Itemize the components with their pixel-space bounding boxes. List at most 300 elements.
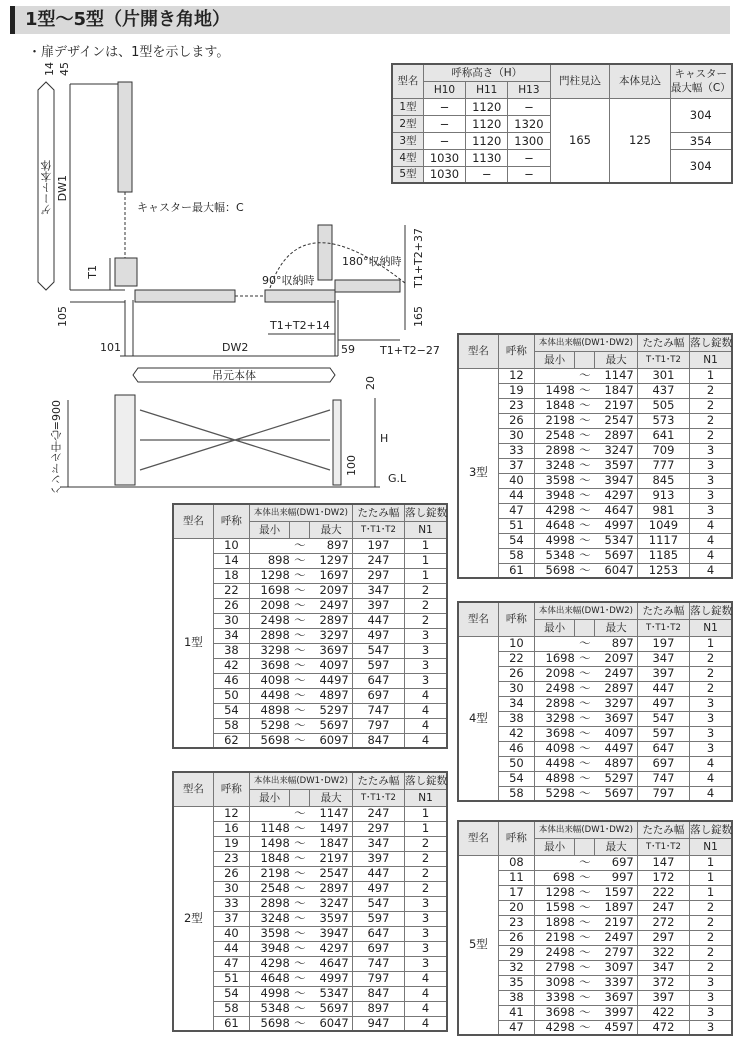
code-cell: 47 — [213, 956, 249, 971]
min-cell: 4498 — [535, 756, 575, 771]
tilde-cell: 〜 — [575, 518, 595, 533]
spec-cell: 1120 — [466, 132, 508, 149]
min-cell: 1298 — [535, 885, 575, 900]
max-cell: 3697 — [310, 643, 352, 658]
fold-cell: 437 — [637, 383, 689, 398]
max-cell: 3247 — [595, 443, 637, 458]
locks-cell: 3 — [690, 741, 732, 756]
locks-cell: 1 — [405, 568, 447, 583]
header-locks: 落し錠数 — [405, 504, 447, 521]
gate-body-label: ゲート本体 — [40, 160, 53, 215]
h-label: H — [380, 432, 389, 445]
header-max: 最大 — [595, 619, 637, 636]
spec-cell: 2型 — [392, 115, 423, 132]
header-model: 型名 — [458, 334, 498, 368]
tilde-cell: 〜 — [290, 1016, 310, 1031]
min-cell: 3948 — [535, 488, 575, 503]
fold-cell: 372 — [637, 975, 689, 990]
locks-cell: 1 — [690, 855, 732, 870]
header-min: 最小 — [535, 838, 575, 855]
spec-cell: 1320 — [508, 115, 550, 132]
tilde-cell: 〜 — [290, 553, 310, 568]
spec-cell: 5型 — [392, 166, 423, 183]
max-cell: 3297 — [310, 628, 352, 643]
tilde-cell: 〜 — [290, 941, 310, 956]
fold-cell: 1117 — [637, 533, 689, 548]
fold-cell: 847 — [352, 986, 404, 1001]
locks-cell: 3 — [690, 990, 732, 1005]
header-fold: たたみ幅 — [352, 772, 404, 789]
dim-14: 14 — [43, 62, 56, 76]
tilde-cell: 〜 — [290, 628, 310, 643]
code-cell: 30 — [213, 881, 249, 896]
max-cell: 5697 — [310, 1001, 352, 1016]
table-row — [458, 930, 732, 945]
fold-cell: 301 — [637, 368, 689, 383]
header-sep — [575, 351, 595, 368]
model-cell: 3型 — [458, 368, 498, 578]
table-row — [173, 926, 447, 941]
size-table-4 — [457, 601, 733, 802]
code-cell: 37 — [213, 911, 249, 926]
locks-cell: 3 — [690, 458, 732, 473]
min-cell: 1848 — [535, 398, 575, 413]
code-cell: 32 — [498, 960, 534, 975]
table-row — [458, 413, 732, 428]
fold-cell: 297 — [352, 821, 404, 836]
max-cell: 1147 — [310, 806, 352, 821]
tilde-cell: 〜 — [575, 398, 595, 413]
table-row — [458, 636, 732, 651]
min-cell: 3698 — [535, 726, 575, 741]
code-cell: 47 — [498, 1020, 534, 1035]
table-row — [458, 368, 732, 383]
code-cell: 58 — [213, 718, 249, 733]
header-body: 本体見込 — [610, 64, 670, 98]
tilde-cell: 〜 — [575, 945, 595, 960]
min-cell: 2898 — [250, 896, 290, 911]
table-row — [458, 548, 732, 563]
code-cell: 51 — [498, 518, 534, 533]
table-row — [458, 428, 732, 443]
min-cell: 5698 — [250, 1016, 290, 1031]
table-row — [173, 881, 447, 896]
tilde-cell: 〜 — [575, 900, 595, 915]
table-row — [173, 1001, 447, 1016]
table-row — [173, 568, 447, 583]
min-cell: 2898 — [535, 696, 575, 711]
code-cell: 35 — [498, 975, 534, 990]
header-sep — [290, 521, 310, 538]
locks-cell: 3 — [405, 941, 447, 956]
min-cell: 4098 — [250, 673, 290, 688]
locks-cell: 1 — [405, 538, 447, 553]
fold-cell: 697 — [352, 941, 404, 956]
code-cell: 29 — [498, 945, 534, 960]
code-cell: 41 — [498, 1005, 534, 1020]
header-fold: たたみ幅 — [637, 334, 689, 351]
max-cell: 2897 — [595, 681, 637, 696]
tilde-cell: 〜 — [575, 503, 595, 518]
min-cell: 3698 — [535, 1005, 575, 1020]
tilde-cell: 〜 — [575, 548, 595, 563]
fold-cell: 697 — [637, 756, 689, 771]
min-cell: 1498 — [250, 836, 290, 851]
tilde-cell: 〜 — [575, 636, 595, 651]
header-code: 呼称 — [498, 821, 534, 855]
header-min: 最小 — [535, 619, 575, 636]
spec-cell: 1300 — [508, 132, 550, 149]
code-cell: 58 — [498, 786, 534, 801]
max-cell: 997 — [595, 870, 637, 885]
header-fold: たたみ幅 — [637, 821, 689, 838]
table-row — [458, 771, 732, 786]
header-fold2: T･T1･T2 — [352, 789, 404, 806]
locks-cell: 4 — [405, 971, 447, 986]
fold-cell: 447 — [352, 613, 404, 628]
model-cell: 1型 — [173, 538, 213, 748]
tilde-cell: 〜 — [290, 643, 310, 658]
max-cell: 4297 — [595, 488, 637, 503]
table-row — [173, 658, 447, 673]
tilde-cell: 〜 — [575, 870, 595, 885]
spec-cell: 1120 — [466, 98, 508, 115]
code-cell: 23 — [498, 398, 534, 413]
fold-cell: 505 — [637, 398, 689, 413]
min-cell: 4898 — [535, 771, 575, 786]
table-row — [173, 598, 447, 613]
max-cell: 3997 — [595, 1005, 637, 1020]
size-table-1 — [172, 503, 448, 749]
table-row — [458, 1020, 732, 1035]
min-cell: 4298 — [535, 1020, 575, 1035]
gl-label: G.L — [388, 472, 407, 485]
code-cell: 26 — [498, 413, 534, 428]
header-max: 最大 — [595, 351, 637, 368]
header-locks2: N1 — [405, 789, 447, 806]
header-width: 本体出来幅(DW1･DW2) — [535, 821, 638, 838]
fold-cell: 172 — [637, 870, 689, 885]
table-row — [458, 885, 732, 900]
min-cell — [250, 806, 290, 821]
locks-cell: 4 — [405, 733, 447, 748]
table-row — [458, 443, 732, 458]
tilde-cell: 〜 — [575, 960, 595, 975]
min-cell: 2198 — [250, 866, 290, 881]
tilde-cell: 〜 — [290, 658, 310, 673]
spec-caster: 304 — [670, 98, 732, 132]
min-cell: 2098 — [250, 598, 290, 613]
locks-cell: 2 — [405, 851, 447, 866]
dim-45: 45 — [58, 62, 71, 76]
locks-cell: 2 — [690, 413, 732, 428]
fold-cell: 647 — [352, 926, 404, 941]
code-cell: 33 — [213, 896, 249, 911]
min-cell: 2498 — [535, 681, 575, 696]
max-cell: 2547 — [310, 866, 352, 881]
fold-cell: 709 — [637, 443, 689, 458]
header-code: 呼称 — [213, 504, 249, 538]
table-row — [173, 613, 447, 628]
code-cell: 30 — [213, 613, 249, 628]
table-row — [173, 628, 447, 643]
t1t2-27-label: T1+T2−27 — [380, 344, 440, 357]
fold-cell: 422 — [637, 1005, 689, 1020]
fold-cell: 247 — [352, 553, 404, 568]
gate-folded-top — [118, 82, 132, 192]
max-cell: 2797 — [595, 945, 637, 960]
max-cell: 2897 — [310, 881, 352, 896]
dw2-label: DW2 — [222, 341, 249, 354]
t1-label: T1 — [86, 265, 99, 279]
max-cell: 1297 — [310, 553, 352, 568]
table-row — [458, 398, 732, 413]
locks-cell: 4 — [405, 688, 447, 703]
table-row — [458, 473, 732, 488]
min-cell: 1698 — [250, 583, 290, 598]
table-row — [458, 533, 732, 548]
code-cell: 38 — [213, 643, 249, 658]
tilde-cell: 〜 — [575, 726, 595, 741]
tilde-cell: 〜 — [575, 975, 595, 990]
header-code: 呼称 — [213, 772, 249, 806]
tilde-cell: 〜 — [290, 956, 310, 971]
header-locks2: N1 — [690, 619, 732, 636]
table-row — [458, 518, 732, 533]
header-width: 本体出来幅(DW1･DW2) — [535, 602, 638, 619]
store-180-label: 180°収納時 — [342, 255, 402, 268]
min-cell: 3248 — [535, 458, 575, 473]
t1t2-14-label: T1+T2+14 — [270, 319, 330, 332]
fold-cell: 147 — [637, 855, 689, 870]
min-cell: 3298 — [535, 711, 575, 726]
min-cell: 3248 — [250, 911, 290, 926]
header-max: 最大 — [310, 521, 352, 538]
tilde-cell: 〜 — [290, 673, 310, 688]
locks-cell: 4 — [690, 533, 732, 548]
locks-cell: 2 — [405, 583, 447, 598]
max-cell: 1847 — [310, 836, 352, 851]
max-cell: 2497 — [595, 666, 637, 681]
size-table-5 — [457, 820, 733, 1036]
code-cell: 37 — [498, 458, 534, 473]
table-row — [458, 900, 732, 915]
tilde-cell: 〜 — [575, 651, 595, 666]
table-row — [458, 563, 732, 578]
gate-post — [115, 395, 135, 485]
header-locks: 落し錠数 — [690, 334, 732, 351]
header-h10: H10 — [423, 81, 465, 98]
code-cell: 40 — [498, 473, 534, 488]
tilde-cell: 〜 — [575, 533, 595, 548]
locks-cell: 4 — [690, 756, 732, 771]
fold-cell: 1049 — [637, 518, 689, 533]
max-cell: 4897 — [310, 688, 352, 703]
header-locks2: N1 — [690, 838, 732, 855]
table-row — [173, 836, 447, 851]
max-cell: 2547 — [595, 413, 637, 428]
tilde-cell: 〜 — [290, 718, 310, 733]
tilde-cell: 〜 — [575, 696, 595, 711]
spec-cell: − — [423, 115, 465, 132]
max-cell: 4097 — [595, 726, 637, 741]
min-cell: 4648 — [250, 971, 290, 986]
code-cell: 23 — [213, 851, 249, 866]
min-cell: 4298 — [535, 503, 575, 518]
tilde-cell: 〜 — [290, 538, 310, 553]
min-cell: 4898 — [250, 703, 290, 718]
fold-cell: 777 — [637, 458, 689, 473]
hanging-body-label: 吊元本体 — [212, 369, 256, 382]
fold-cell: 472 — [637, 1020, 689, 1035]
fold-cell: 322 — [637, 945, 689, 960]
fold-cell: 347 — [352, 583, 404, 598]
max-cell: 4497 — [310, 673, 352, 688]
code-cell: 58 — [498, 548, 534, 563]
locks-cell: 4 — [690, 563, 732, 578]
spec-cell: 1030 — [423, 149, 465, 166]
locks-cell: 2 — [405, 613, 447, 628]
tilde-cell: 〜 — [575, 741, 595, 756]
dim-101: 101 — [100, 341, 121, 354]
max-cell: 5697 — [595, 786, 637, 801]
fold-cell: 845 — [637, 473, 689, 488]
table-row — [458, 786, 732, 801]
code-cell: 54 — [498, 771, 534, 786]
code-cell: 10 — [498, 636, 534, 651]
table-row — [173, 688, 447, 703]
tilde-cell: 〜 — [290, 926, 310, 941]
fold-cell: 447 — [637, 681, 689, 696]
fold-cell: 573 — [637, 413, 689, 428]
code-cell: 18 — [213, 568, 249, 583]
locks-cell: 2 — [690, 666, 732, 681]
spec-cell: − — [423, 132, 465, 149]
spec-body: 125 — [610, 98, 670, 183]
fold-cell: 297 — [637, 930, 689, 945]
max-cell: 4597 — [595, 1020, 637, 1035]
tilde-cell: 〜 — [575, 1005, 595, 1020]
fold-cell: 747 — [352, 956, 404, 971]
spec-post: 165 — [550, 98, 610, 183]
fold-cell: 597 — [637, 726, 689, 741]
header-min: 最小 — [250, 789, 290, 806]
min-cell: 2098 — [535, 666, 575, 681]
fold-cell: 397 — [637, 666, 689, 681]
min-cell: 4298 — [250, 956, 290, 971]
max-cell: 4897 — [595, 756, 637, 771]
tilde-cell: 〜 — [290, 836, 310, 851]
table-row — [173, 1016, 447, 1031]
locks-cell: 2 — [690, 945, 732, 960]
code-cell: 10 — [213, 538, 249, 553]
code-cell: 46 — [498, 741, 534, 756]
fold-cell: 397 — [637, 990, 689, 1005]
code-cell: 51 — [213, 971, 249, 986]
min-cell — [535, 855, 575, 870]
header-h13: H13 — [508, 81, 550, 98]
spec-cell: − — [423, 98, 465, 115]
tilde-cell: 〜 — [575, 443, 595, 458]
code-cell: 08 — [498, 855, 534, 870]
max-cell: 6097 — [310, 733, 352, 748]
min-cell — [535, 368, 575, 383]
min-cell: 4498 — [250, 688, 290, 703]
locks-cell: 2 — [405, 866, 447, 881]
table-row — [173, 911, 447, 926]
code-cell: 17 — [498, 885, 534, 900]
code-cell: 16 — [213, 821, 249, 836]
fold-cell: 397 — [352, 851, 404, 866]
tilde-cell: 〜 — [290, 703, 310, 718]
locks-cell: 2 — [690, 960, 732, 975]
max-cell: 5347 — [595, 533, 637, 548]
table-row — [173, 673, 447, 688]
tilde-cell: 〜 — [290, 851, 310, 866]
min-cell: 2498 — [250, 613, 290, 628]
locks-cell: 3 — [405, 673, 447, 688]
min-cell: 2198 — [535, 413, 575, 428]
min-cell: 1848 — [250, 851, 290, 866]
table-row — [458, 503, 732, 518]
tilde-cell: 〜 — [290, 911, 310, 926]
locks-cell: 3 — [690, 1005, 732, 1020]
header-model: 型名 — [392, 64, 423, 98]
fold-cell: 1185 — [637, 548, 689, 563]
tilde-cell: 〜 — [575, 413, 595, 428]
dim-105: 105 — [56, 306, 69, 327]
header-locks2: N1 — [405, 521, 447, 538]
spec-cell: 1130 — [466, 149, 508, 166]
min-cell: 3598 — [535, 473, 575, 488]
table-row — [173, 733, 447, 748]
locks-cell: 1 — [690, 870, 732, 885]
table-row — [458, 741, 732, 756]
code-cell: 58 — [213, 1001, 249, 1016]
fold-cell: 247 — [352, 806, 404, 821]
header-code: 呼称 — [498, 602, 534, 636]
locks-cell: 4 — [405, 1001, 447, 1016]
code-cell: 34 — [213, 628, 249, 643]
tilde-cell: 〜 — [575, 383, 595, 398]
tilde-cell: 〜 — [575, 428, 595, 443]
code-cell: 46 — [213, 673, 249, 688]
min-cell: 3598 — [250, 926, 290, 941]
code-cell: 38 — [498, 711, 534, 726]
min-cell: 3698 — [250, 658, 290, 673]
min-cell: 4098 — [535, 741, 575, 756]
max-cell: 5347 — [310, 986, 352, 1001]
tilde-cell: 〜 — [290, 986, 310, 1001]
fold-cell: 247 — [637, 900, 689, 915]
locks-cell: 2 — [690, 930, 732, 945]
table-row — [173, 703, 447, 718]
post-top — [115, 258, 137, 286]
table-row — [458, 488, 732, 503]
min-cell: 2498 — [535, 945, 575, 960]
locks-cell: 4 — [405, 718, 447, 733]
header-model: 型名 — [173, 504, 213, 538]
header-max: 最大 — [595, 838, 637, 855]
max-cell: 3947 — [310, 926, 352, 941]
tilde-cell: 〜 — [290, 821, 310, 836]
spec-cell: − — [508, 149, 550, 166]
locks-cell: 1 — [405, 821, 447, 836]
table-row — [458, 915, 732, 930]
max-cell: 5297 — [595, 771, 637, 786]
code-cell: 54 — [213, 986, 249, 1001]
fold-cell: 347 — [352, 836, 404, 851]
